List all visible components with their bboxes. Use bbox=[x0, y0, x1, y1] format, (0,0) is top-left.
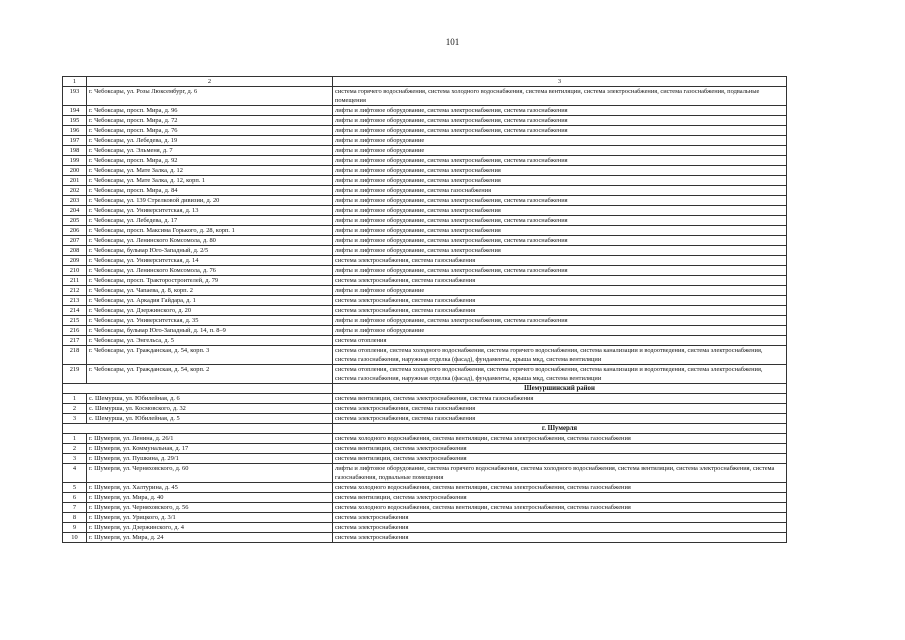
row-works: система электроснабжения bbox=[333, 523, 787, 533]
row-number: 208 bbox=[63, 246, 87, 256]
row-address: г. Чебоксары, просп. Мира, д. 96 bbox=[87, 106, 333, 116]
row-address: с. Шемурша, ул. Космовского, д. 32 bbox=[87, 404, 333, 414]
table-row bbox=[63, 126, 787, 136]
row-works: система вентиляции, система электроснабжения bbox=[333, 454, 787, 464]
row-works: лифты и лифтовое оборудование bbox=[333, 136, 787, 146]
row-number: 209 bbox=[63, 256, 87, 266]
row-works: лифты и лифтовое оборудование, система электроснабжения, система газоснабжения bbox=[333, 266, 787, 276]
table-row bbox=[63, 444, 787, 454]
row-address: г. Чебоксары, ул. Лебедева, д. 19 bbox=[87, 136, 333, 146]
row-number: 199 bbox=[63, 156, 87, 166]
table-row bbox=[63, 116, 787, 126]
table-row bbox=[63, 306, 787, 316]
row-address: г. Шумерля, ул. Черняховского, д. 56 bbox=[87, 503, 333, 513]
row-works: лифты и лифтовое оборудование, система электроснабжения, система газоснабжения bbox=[333, 156, 787, 166]
row-number: 218 bbox=[63, 346, 87, 365]
row-address: г. Чебоксары, ул. Ленинского Комсомола, д. 80 bbox=[87, 236, 333, 246]
row-number: 200 bbox=[63, 166, 87, 176]
row-works: система электроснабжения bbox=[333, 533, 787, 543]
row-number: 212 bbox=[63, 286, 87, 296]
row-address: г. Чебоксары, ул. Дзержинского, д. 20 bbox=[87, 306, 333, 316]
row-works: система холодного водоснабжения, система вентиляции, система электроснабжения, система газоснабжения bbox=[333, 434, 787, 444]
row-number: 202 bbox=[63, 186, 87, 196]
page-number: 101 bbox=[445, 37, 460, 47]
row-works: система электроснабжения, система газоснабжения bbox=[333, 276, 787, 286]
row-works: система электроснабжения, система газоснабжения bbox=[333, 414, 787, 424]
row-works: система холодного водоснабжения, система вентиляции, система электроснабжения, система газоснабжения bbox=[333, 503, 787, 513]
table-row bbox=[63, 503, 787, 513]
row-number: 3 bbox=[63, 454, 87, 464]
row-address: г. Шумерля, ул. Черняховского, д. 60 bbox=[87, 464, 333, 483]
row-address: г. Шумерля, ул. Коммунальная, д. 17 bbox=[87, 444, 333, 454]
table-row bbox=[63, 136, 787, 146]
row-works: система электроснабжения bbox=[333, 513, 787, 523]
table-row bbox=[63, 106, 787, 116]
row-address: г. Чебоксары, просп. Мира, д. 92 bbox=[87, 156, 333, 166]
header-col-works: 3 bbox=[333, 77, 787, 87]
table-row bbox=[63, 326, 787, 336]
row-number: 1 bbox=[63, 394, 87, 404]
row-address: г. Чебоксары, ул. Мате Залка, д. 12 bbox=[87, 166, 333, 176]
row-number: 10 bbox=[63, 533, 87, 543]
table-row bbox=[63, 87, 787, 106]
row-number: 3 bbox=[63, 414, 87, 424]
row-address: г. Чебоксары, ул. Университетская, д. 14 bbox=[87, 256, 333, 266]
table-row bbox=[63, 365, 787, 384]
header-col-address: 2 bbox=[87, 77, 333, 87]
row-works: система отопления, система холодного водоснабжения, система горячего водоснабжения, система канализации и водоотведения, система электроснабжения, система газоснабжения, наружная отделка (фасад), фундаменты, крыша мкд, система вентиляции bbox=[333, 346, 787, 365]
row-address: г. Шумерля, ул. Ленина, д. 26/1 bbox=[87, 434, 333, 444]
row-works: система электроснабжения, система газоснабжения bbox=[333, 256, 787, 266]
row-address: г. Чебоксары, ул. 139 Стрелковой дивизии, д. 20 bbox=[87, 196, 333, 206]
row-address: г. Чебоксары, ул. Аркадия Гайдара, д. 1 bbox=[87, 296, 333, 306]
row-address: г. Чебоксары, ул. Университетская, д. 35 bbox=[87, 316, 333, 326]
section-row bbox=[63, 424, 787, 434]
section-title: г. Шумерля bbox=[333, 424, 787, 434]
row-address: г. Чебоксары, ул. Университетская, д. 13 bbox=[87, 206, 333, 216]
row-number: 217 bbox=[63, 336, 87, 346]
table-row bbox=[63, 146, 787, 156]
row-number: 204 bbox=[63, 206, 87, 216]
row-address: г. Чебоксары, бульвар Юго-Западный, д. 14, п. 8–9 bbox=[87, 326, 333, 336]
table-row bbox=[63, 533, 787, 543]
row-works: лифты и лифтовое оборудование, система горячего водоснабжения, система холодного водоснабжения, система вентиляции, система электроснабжения, система газоснабжения, подвальные помещения bbox=[333, 464, 787, 483]
row-number: 219 bbox=[63, 365, 87, 384]
table-row bbox=[63, 464, 787, 483]
row-works: лифты и лифтовое оборудование, система электроснабжения, система газоснабжения bbox=[333, 116, 787, 126]
row-number: 9 bbox=[63, 523, 87, 533]
table-row bbox=[63, 166, 787, 176]
row-number: 7 bbox=[63, 503, 87, 513]
row-address: г. Шумерля, ул. Мира, д. 24 bbox=[87, 533, 333, 543]
table-row bbox=[63, 394, 787, 404]
table-row bbox=[63, 256, 787, 266]
table-row bbox=[63, 493, 787, 503]
row-works: система отопления bbox=[333, 336, 787, 346]
row-address: г. Чебоксары, ул. Энгельса, д. 5 bbox=[87, 336, 333, 346]
section-title: Шемуршинский район bbox=[333, 384, 787, 394]
row-address: с. Шемурша, ул. Юбилейная, д. 5 bbox=[87, 414, 333, 424]
section-blank bbox=[63, 424, 333, 434]
row-address: г. Чебоксары, просп. Максима Горького, д. 28, корп. 1 bbox=[87, 226, 333, 236]
table-row bbox=[63, 276, 787, 286]
row-address: г. Чебоксары, просп. Тракторостроителей, д. 79 bbox=[87, 276, 333, 286]
table-row bbox=[63, 414, 787, 424]
row-number: 213 bbox=[63, 296, 87, 306]
table-row bbox=[63, 434, 787, 444]
row-address: г. Чебоксары, ул. Лебедева, д. 17 bbox=[87, 216, 333, 226]
row-works: система электроснабжения, система газоснабжения bbox=[333, 306, 787, 316]
row-works: система холодного водоснабжения, система вентиляции, система электроснабжения, система газоснабжения bbox=[333, 483, 787, 493]
table-row bbox=[63, 176, 787, 186]
row-number: 6 bbox=[63, 493, 87, 503]
row-works: система вентиляции, система электроснабжения, система газоснабжения bbox=[333, 394, 787, 404]
table-row bbox=[63, 206, 787, 216]
row-number: 210 bbox=[63, 266, 87, 276]
row-number: 4 bbox=[63, 464, 87, 483]
row-address: г. Чебоксары, просп. Мира, д. 84 bbox=[87, 186, 333, 196]
row-number: 197 bbox=[63, 136, 87, 146]
row-works: лифты и лифтовое оборудование, система электроснабжения, система газоснабжения bbox=[333, 236, 787, 246]
table-row bbox=[63, 296, 787, 306]
works-table bbox=[62, 76, 787, 543]
row-address: г. Шумерля, ул. Урицкого, д. 3/1 bbox=[87, 513, 333, 523]
table-row bbox=[63, 346, 787, 365]
row-works: лифты и лифтовое оборудование, система электроснабжения bbox=[333, 176, 787, 186]
header-col-number: 1 bbox=[63, 77, 87, 87]
row-works: лифты и лифтовое оборудование, система электроснабжения, система газоснабжения bbox=[333, 126, 787, 136]
row-number: 2 bbox=[63, 444, 87, 454]
row-works: система электроснабжения, система газоснабжения bbox=[333, 296, 787, 306]
row-address: г. Чебоксары, ул. Ленинского Комсомола, д. 76 bbox=[87, 266, 333, 276]
row-address: г. Чебоксары, просп. Мира, д. 76 bbox=[87, 126, 333, 136]
row-number: 196 bbox=[63, 126, 87, 136]
table-header-row bbox=[63, 77, 787, 87]
row-address: г. Чебоксары, ул. Мате Залка, д. 12, корп. 1 bbox=[87, 176, 333, 186]
row-works: лифты и лифтовое оборудование, система электроснабжения bbox=[333, 246, 787, 256]
table-row bbox=[63, 483, 787, 493]
row-number: 198 bbox=[63, 146, 87, 156]
row-number: 193 bbox=[63, 87, 87, 106]
row-works: система вентиляции, система электроснабжения bbox=[333, 493, 787, 503]
row-number: 195 bbox=[63, 116, 87, 126]
table-row bbox=[63, 336, 787, 346]
row-works: лифты и лифтовое оборудование, система электроснабжения bbox=[333, 166, 787, 176]
row-address: г. Чебоксары, ул. Чапаева, д. 8, корп. 2 bbox=[87, 286, 333, 296]
row-number: 203 bbox=[63, 196, 87, 206]
row-number: 1 bbox=[63, 434, 87, 444]
row-works: система электроснабжения, система газоснабжения bbox=[333, 404, 787, 414]
row-number: 206 bbox=[63, 226, 87, 236]
row-number: 2 bbox=[63, 404, 87, 414]
row-address: г. Шумерля, ул. Мира, д. 40 bbox=[87, 493, 333, 503]
table-row bbox=[63, 286, 787, 296]
table-row bbox=[63, 156, 787, 166]
section-row bbox=[63, 384, 787, 394]
row-works: лифты и лифтовое оборудование, система электроснабжения, система газоснабжения bbox=[333, 106, 787, 116]
table-row bbox=[63, 216, 787, 226]
row-works: система отопления, система холодного водоснабжения, система горячего водоснабжения, система канализации и водоотведения, система электроснабжения, система газоснабжения, наружная отделка (фасад), фундаменты, крыша мкд, система вентиляции bbox=[333, 365, 787, 384]
row-works: лифты и лифтовое оборудование bbox=[333, 146, 787, 156]
table-row bbox=[63, 236, 787, 246]
row-number: 214 bbox=[63, 306, 87, 316]
row-works: лифты и лифтовое оборудование bbox=[333, 286, 787, 296]
row-works: лифты и лифтовое оборудование, система газоснабжения bbox=[333, 186, 787, 196]
row-address: г. Чебоксары, просп. Мира, д. 72 bbox=[87, 116, 333, 126]
row-number: 211 bbox=[63, 276, 87, 286]
row-address: г. Шумерля, ул. Халтурина, д. 45 bbox=[87, 483, 333, 493]
table-row bbox=[63, 316, 787, 326]
row-number: 215 bbox=[63, 316, 87, 326]
row-works: лифты и лифтовое оборудование, система электроснабжения bbox=[333, 206, 787, 216]
row-number: 8 bbox=[63, 513, 87, 523]
row-works: лифты и лифтовое оборудование, система электроснабжения, система газоснабжения bbox=[333, 196, 787, 206]
table-row bbox=[63, 404, 787, 414]
row-address: г. Чебоксары, ул. Гражданская, д. 54, корп. 2 bbox=[87, 365, 333, 384]
table-row bbox=[63, 196, 787, 206]
table-row bbox=[63, 266, 787, 276]
row-works: лифты и лифтовое оборудование, система электроснабжения bbox=[333, 226, 787, 236]
row-number: 207 bbox=[63, 236, 87, 246]
row-works: лифты и лифтовое оборудование bbox=[333, 326, 787, 336]
table-row bbox=[63, 226, 787, 236]
table-row bbox=[63, 523, 787, 533]
row-works: лифты и лифтовое оборудование, система электроснабжения, система газоснабжения bbox=[333, 216, 787, 226]
table-row bbox=[63, 513, 787, 523]
row-number: 194 bbox=[63, 106, 87, 116]
row-number: 216 bbox=[63, 326, 87, 336]
row-address: г. Шумерля, ул. Пушкина, д. 29/1 bbox=[87, 454, 333, 464]
row-works: лифты и лифтовое оборудование, система электроснабжения, система газоснабжения bbox=[333, 316, 787, 326]
row-address: г. Чебоксары, ул. Эльменя, д. 7 bbox=[87, 146, 333, 156]
row-address: г. Чебоксары, ул. Розы Люксембург, д. 6 bbox=[87, 87, 333, 106]
row-works: система вентиляции, система электроснабжения bbox=[333, 444, 787, 454]
table-row bbox=[63, 246, 787, 256]
row-number: 205 bbox=[63, 216, 87, 226]
row-address: г. Чебоксары, ул. Гражданская, д. 54, корп. 3 bbox=[87, 346, 333, 365]
row-address: г. Шумерля, ул. Дзержинского, д. 4 bbox=[87, 523, 333, 533]
row-number: 5 bbox=[63, 483, 87, 493]
row-works: система горячего водоснабжения, система холодного водоснабжения, система вентиляции, система электроснабжения, система газоснабжения, подвальные помещения bbox=[333, 87, 787, 106]
table-row bbox=[63, 186, 787, 196]
section-blank bbox=[63, 384, 333, 394]
row-address: с. Шемурша, ул. Юбилейная, д. 6 bbox=[87, 394, 333, 404]
row-address: г. Чебоксары, бульвар Юго-Западный, д. 2/5 bbox=[87, 246, 333, 256]
table-row bbox=[63, 454, 787, 464]
row-number: 201 bbox=[63, 176, 87, 186]
